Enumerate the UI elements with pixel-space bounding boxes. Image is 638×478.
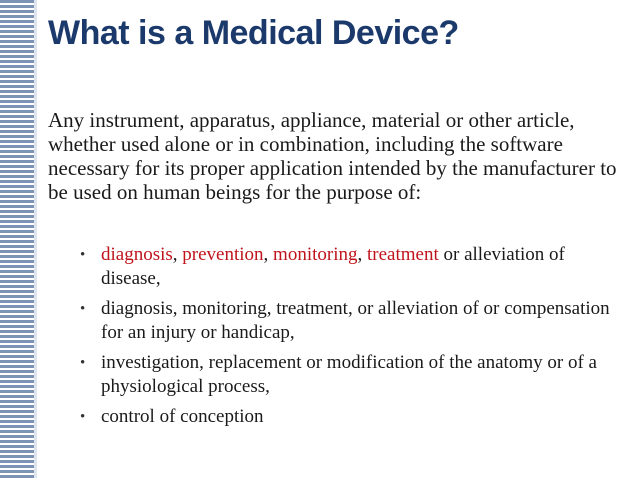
item-text: investigation, replacement or modification of the anatomy or of a physiological process, <box>101 352 597 397</box>
highlight-term: prevention <box>182 244 264 265</box>
bullet-icon: • <box>80 301 86 317</box>
slide-title: What is a Medical Device? <box>48 14 459 52</box>
item-text: diagnosis, monitoring, treatment, or alleviation of or compensation for an injury or handicap, <box>101 298 610 343</box>
item-text: or alleviation of disease, <box>101 244 565 289</box>
list-item <box>80 243 620 291</box>
side-stripe-bar <box>0 0 34 478</box>
highlight-term: treatment <box>367 244 439 265</box>
bullet-icon: • <box>80 247 86 263</box>
bullet-icon: • <box>80 355 86 371</box>
definition-text: Any instrument, apparatus, appliance, material or other article, whether used alone or in combination, including the software necessary for its proper application intended by the manufacturer to be used on human beings for the purpose of: <box>48 108 617 204</box>
separator: , <box>172 244 183 265</box>
list-item <box>80 297 620 345</box>
item-text: control of conception <box>101 406 264 427</box>
side-stripe-edge <box>34 0 37 478</box>
purpose-list <box>80 243 620 435</box>
list-item <box>80 405 620 429</box>
highlight-term: monitoring <box>273 244 358 265</box>
highlight-term: diagnosis <box>101 244 173 265</box>
list-item <box>80 351 620 399</box>
separator: , <box>263 244 274 265</box>
separator: , <box>357 244 367 265</box>
bullet-icon: • <box>80 409 86 425</box>
